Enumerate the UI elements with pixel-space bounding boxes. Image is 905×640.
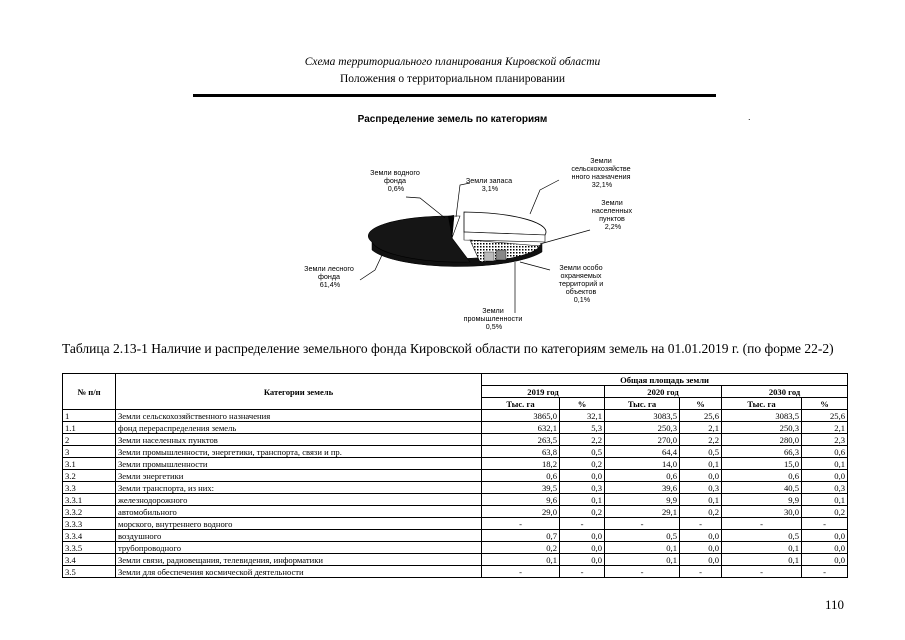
cell-area: 29,1	[605, 506, 680, 518]
land-fund-table	[62, 373, 848, 578]
cell-percent: -	[802, 566, 848, 578]
cell-area: 0,1	[482, 554, 560, 566]
row-number: 3.2	[63, 470, 116, 482]
year-2020-header: 2020 год	[605, 386, 722, 398]
pie-slice-industry	[484, 252, 494, 261]
row-category: Земли сельскохозяйственного назначения	[116, 410, 482, 422]
cell-percent: 0,0	[560, 554, 605, 566]
cell-percent: -	[560, 566, 605, 578]
cell-percent: 0,0	[802, 554, 848, 566]
row-number: 2	[63, 434, 116, 446]
cell-area: 0,5	[605, 530, 680, 542]
cell-percent: 2,2	[560, 434, 605, 446]
cell-area: 0,6	[722, 470, 802, 482]
col-number-header: № п/п	[63, 374, 116, 410]
cell-percent: 0,0	[802, 542, 848, 554]
unit-ha-header: Тыс. га	[482, 398, 560, 410]
cell-percent: 0,0	[680, 542, 722, 554]
cell-area: 250,3	[722, 422, 802, 434]
table-caption: Таблица 2.13-1 Наличие и распределение земельного фонда Кировской области по категориям земель на 01.01.2019 г. (по форме 22-2)	[62, 341, 834, 356]
cell-percent: 0,1	[802, 458, 848, 470]
row-category: Земли для обеспечения космической деятельности	[116, 566, 482, 578]
table-row	[63, 494, 848, 506]
pie-slice-agri	[464, 212, 546, 235]
cell-percent: 2,3	[802, 434, 848, 446]
table-row	[63, 530, 848, 542]
label-forest: Земли лесного фонда 61,4%	[304, 264, 354, 289]
row-number: 1.1	[63, 422, 116, 434]
row-category: Земли промышленности, энергетики, транспорта, связи и пр.	[116, 446, 482, 458]
row-number: 3	[63, 446, 116, 458]
cell-percent: 0,0	[680, 470, 722, 482]
cell-area: 18,2	[482, 458, 560, 470]
cell-area: 3865,0	[482, 410, 560, 422]
cell-area: 0,1	[722, 542, 802, 554]
row-category: железнодорожного	[116, 494, 482, 506]
cell-percent: 0,1	[560, 494, 605, 506]
cell-percent: 0,0	[802, 470, 848, 482]
cell-area: 0,6	[605, 470, 680, 482]
cell-percent: 0,0	[560, 530, 605, 542]
cell-percent: 0,1	[680, 458, 722, 470]
year-2019-header: 2019 год	[482, 386, 605, 398]
chart-title: Распределение земель по категориям	[357, 114, 548, 125]
label-agri: Земли сельскохозяйстве нного назначения 32,1%	[571, 156, 631, 189]
row-category: Земли энергетики	[116, 470, 482, 482]
cell-percent: 0,1	[802, 494, 848, 506]
row-number: 3.3.3	[63, 518, 116, 530]
cell-area: 9,9	[605, 494, 680, 506]
row-number: 3.4	[63, 554, 116, 566]
row-number: 3.3.2	[63, 506, 116, 518]
cell-percent: 0,0	[680, 554, 722, 566]
cell-area: -	[722, 566, 802, 578]
cell-percent: 2,1	[680, 422, 722, 434]
cell-area: 0,5	[722, 530, 802, 542]
table-row	[63, 554, 848, 566]
cell-area: -	[482, 518, 560, 530]
table-row	[63, 422, 848, 434]
unit-ha-header: Тыс. га	[722, 398, 802, 410]
cell-area: 0,1	[605, 554, 680, 566]
cell-percent: 2,2	[680, 434, 722, 446]
leader-forest	[360, 255, 382, 280]
document-header-title: Схема территориального планирования Кировской области	[304, 56, 601, 68]
cell-area: 64,4	[605, 446, 680, 458]
unit-pct-header: %	[802, 398, 848, 410]
cell-percent: 32,1	[560, 410, 605, 422]
cell-percent: 5,3	[560, 422, 605, 434]
cell-area: -	[482, 566, 560, 578]
cell-percent: 0,2	[560, 506, 605, 518]
cell-area: 0,2	[482, 542, 560, 554]
table-row	[63, 410, 848, 422]
cell-area: 270,0	[605, 434, 680, 446]
row-category: фонд перераспределения земель	[116, 422, 482, 434]
unit-pct-header: %	[560, 398, 605, 410]
col-total-header: Общая площадь земли	[482, 374, 848, 386]
table-row	[63, 470, 848, 482]
cell-percent: 0,0	[560, 470, 605, 482]
unit-ha-header: Тыс. га	[605, 398, 680, 410]
row-number: 3.3.1	[63, 494, 116, 506]
cell-area: 0,6	[482, 470, 560, 482]
unit-pct-header: %	[680, 398, 722, 410]
table-row	[63, 542, 848, 554]
cell-percent: 25,6	[802, 410, 848, 422]
cell-percent: 0,2	[560, 458, 605, 470]
row-category: трубопроводного	[116, 542, 482, 554]
cell-area: 3083,5	[605, 410, 680, 422]
cell-area: 3083,5	[722, 410, 802, 422]
cell-area: 14,0	[605, 458, 680, 470]
leader-settle	[540, 230, 590, 244]
cell-area: -	[605, 518, 680, 530]
cell-percent: -	[680, 566, 722, 578]
leader-water	[406, 197, 445, 218]
cell-area: -	[722, 518, 802, 530]
cell-percent: 0,3	[560, 482, 605, 494]
row-category: морского, внутреннего водного	[116, 518, 482, 530]
row-number: 1	[63, 410, 116, 422]
cell-area: 9,9	[722, 494, 802, 506]
table-row	[63, 434, 848, 446]
year-2030-header: 2030 год	[722, 386, 848, 398]
cell-area: 9,6	[482, 494, 560, 506]
leader-agri	[530, 180, 559, 214]
row-category: автомобильного	[116, 506, 482, 518]
row-category: воздушного	[116, 530, 482, 542]
stray-dot: .	[748, 112, 751, 122]
table-row	[63, 518, 848, 530]
col-category-header: Категории земель	[116, 374, 482, 410]
cell-area: -	[605, 566, 680, 578]
table-row	[63, 566, 848, 578]
label-water: Земли водного фонда 0,6%	[370, 168, 420, 193]
cell-area: 0,1	[605, 542, 680, 554]
cell-area: 15,0	[722, 458, 802, 470]
cell-area: 29,0	[482, 506, 560, 518]
cell-area: 39,6	[605, 482, 680, 494]
cell-percent: 0,0	[680, 530, 722, 542]
row-number: 3.1	[63, 458, 116, 470]
document-header-subtitle: Положения о территориальном планировании	[339, 73, 566, 85]
pie-slice-protected	[496, 250, 506, 260]
cell-area: 66,3	[722, 446, 802, 458]
cell-percent: 0,2	[680, 506, 722, 518]
row-number: 3.3.5	[63, 542, 116, 554]
cell-percent: 0,1	[680, 494, 722, 506]
cell-percent: 0,3	[680, 482, 722, 494]
page-number: 110	[824, 597, 844, 612]
table-row	[63, 482, 848, 494]
table-row	[63, 458, 848, 470]
table-row	[63, 506, 848, 518]
cell-percent: 0,6	[802, 446, 848, 458]
cell-area: 250,3	[605, 422, 680, 434]
cell-area: 30,0	[722, 506, 802, 518]
leader-protected	[520, 262, 550, 270]
table-row	[63, 446, 848, 458]
row-category: Земли промышленности	[116, 458, 482, 470]
cell-percent: 0,2	[802, 506, 848, 518]
cell-percent: 0,0	[560, 542, 605, 554]
cell-area: 40,5	[722, 482, 802, 494]
cell-percent: 0,5	[680, 446, 722, 458]
cell-area: 63,8	[482, 446, 560, 458]
cell-percent: 25,6	[680, 410, 722, 422]
row-number: 3.5	[63, 566, 116, 578]
cell-area: 632,1	[482, 422, 560, 434]
cell-area: 39,5	[482, 482, 560, 494]
row-category: Земли населенных пунктов	[116, 434, 482, 446]
label-reserve: Земли запаса 3,1%	[465, 176, 513, 193]
label-industry: Земли промышленности 0,5%	[463, 306, 523, 331]
cell-area: 0,7	[482, 530, 560, 542]
cell-percent: 0,3	[802, 482, 848, 494]
cell-percent: 2,1	[802, 422, 848, 434]
cell-percent: -	[680, 518, 722, 530]
row-category: Земли связи, радиовещания, телевидения, информатики	[116, 554, 482, 566]
cell-area: 0,1	[722, 554, 802, 566]
row-number: 3.3	[63, 482, 116, 494]
cell-percent: -	[802, 518, 848, 530]
row-number: 3.3.4	[63, 530, 116, 542]
label-settlements: Земли населенных пунктов 2,2%	[591, 198, 633, 231]
cell-percent: 0,0	[802, 530, 848, 542]
label-protected: Земли особо охраняемых территорий и объектов 0,1%	[558, 263, 604, 304]
cell-percent: -	[560, 518, 605, 530]
cell-percent: 0,5	[560, 446, 605, 458]
cell-area: 263,5	[482, 434, 560, 446]
row-category: Земли транспорта, из них:	[116, 482, 482, 494]
cell-area: 280,0	[722, 434, 802, 446]
